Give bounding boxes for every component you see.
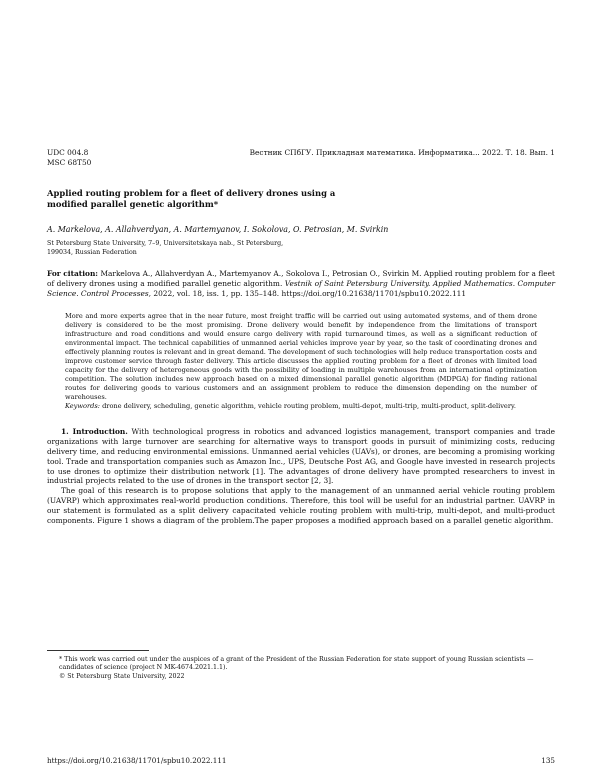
page-number: 135 [541, 756, 555, 765]
udc-code: UDC 004.8 [47, 148, 89, 157]
author-list: A. Markelova, A. Allahverdyan, A. Martemyanov, I. Sokolova, O. Petrosian, M. Svirkin [47, 225, 389, 235]
footnote-rule [47, 650, 149, 651]
paper-title: Applied routing problem for a fleet of delivery drones using a modified parallel genetic algorithm* [47, 187, 336, 209]
paragraph-1-text: With technological progress in robotics and advanced logistics management, transport companies and trade organizations with large turnover are searching for alternative ways to transport goods in pursuit of minimizing costs, reducing delivery time, and reducing environmental emissions. Unmanned aerial vehicles (UAVs), or drones, are becoming a promising working tool. Trade and transportation companies such as Amazon Inc., UPS, Deutsche Post AG, and Google have invested in research projects to use drones to optimize their distribution network [1]. The advantages of drone delivery have prompted researchers to invest in industrial projects related to the use of drones in the transport sector [2, 3]. [47, 426, 555, 486]
header [47, 148, 555, 168]
affiliation: St Petersburg State University, 7–9, Universitetskaya nab., St Petersburg, 199034, Russian Federation [47, 240, 284, 256]
citation-label: For citation: [47, 269, 99, 279]
section-heading: 1. Introduction. [61, 426, 128, 436]
citation-text: Markelova A., Allahverdyan A., Martemyanov A., Sokolova I., Petrosian O., Svirkin M. Applied routing problem for a fleet of delivery drones using a modified parallel genetic algorithm. [47, 269, 555, 289]
keywords [65, 402, 537, 411]
page-footer [47, 756, 555, 766]
citation-details: 2022, vol. 18, iss. 1, pp. 135–148. [153, 289, 280, 299]
body-text [47, 427, 555, 526]
abstract-text: More and more experts agree that in the near future, most freight traffic will be carried out using automated systems, and of them drone delivery is considered to be the most promising. Drone delivery would benefit by independence from the limitations of transport infrastructure and road conditions and would ensure cargo delivery with rapid turnaround times, as well as a significant reduction of environmental impact. The technical capabilities of unmanned aerial vehicles improve year by year, so the task of coordinating drones and effectively planning routes is relevant and in great demand. The development of such technologies will help reduce transportation costs and improve customer service through faster delivery. This article discusses the applied routing problem for a fleet of drones with limited load capacity for the delivery of heterogeneous goods with the possibility of loading in multiple warehouses from an international optimization competition. The solution includes new approach based on a mixed dimensional parallel genetic algorithm (MDPGA) for finding rational routes for delivering goods to various customers and an assignment problem to reduce the dimension depending on the number of warehouses. [65, 311, 537, 401]
msc-code: MSC 68T50 [47, 157, 92, 167]
keywords-label: Keywords: [65, 401, 100, 410]
paragraph-1 [47, 427, 555, 486]
classification-codes [47, 148, 91, 168]
paragraph-2: The goal of this research is to propose solutions that apply to the management of an unmanned aerial vehicle routing problem (UAVRP) which approximates real-world production conditions. Therefore, this tool will be useful for an industrial partner. UAVRP in our statement is formulated as a split delivery capacitated vehicle routing problem with multi-trip, multi-depot, and multi-product components. Figure 1 shows a diagram of the problem.The paper proposes a modified approach based on a parallel genetic algorithm. [47, 486, 555, 526]
keywords-text: drone delivery, scheduling, genetic algorithm, vehicle routing problem, multi-depot, multi-trip, multi-product, split-delivery. [102, 401, 516, 410]
footnote-text: * This work was carried out under the auspices of a grant of the President of the Russian Federation for state support of young Russian scientists — candidates of science (project N MK-4674.2021.1.1). [59, 656, 534, 672]
citation-block [47, 269, 555, 299]
abstract [47, 312, 555, 411]
footer-doi[interactable]: https://doi.org/10.21638/11701/spbu10.2022.111 [47, 756, 227, 765]
footnote-block [47, 650, 555, 681]
journal-header: Вестник СПбГУ. Прикладная математика. Информатика... 2022. Т. 18. Вып. 1 [249, 148, 555, 157]
copyright-notice: © St Petersburg State University, 2022 [59, 672, 185, 680]
citation-journal: Vestnik of Saint Petersburg University. Applied Mathematics. Computer Science. Control Processes, [47, 279, 555, 299]
citation-doi[interactable]: https://doi.org/10.21638/11701/spbu10.2022.111 [281, 289, 467, 299]
